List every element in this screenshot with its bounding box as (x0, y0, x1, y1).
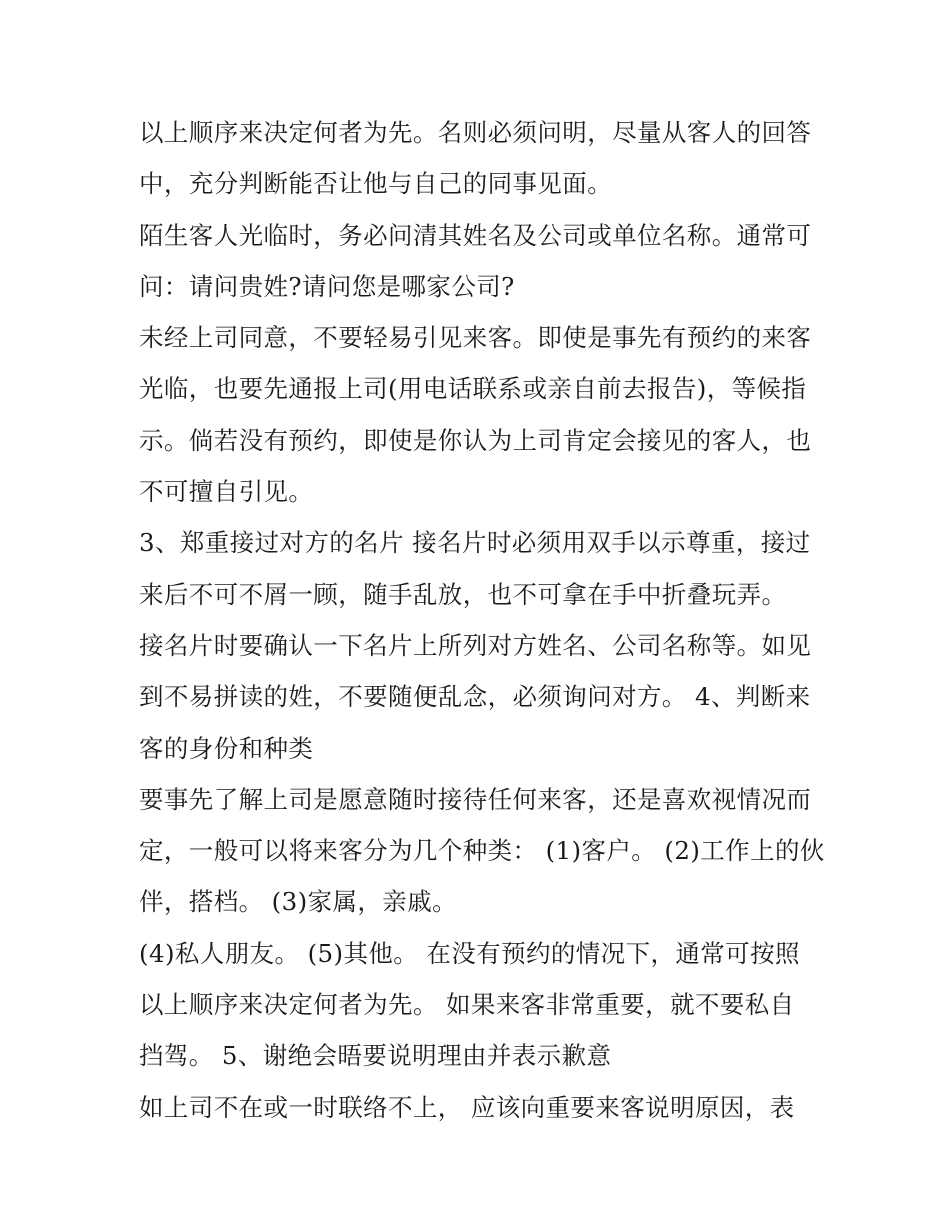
text-line: 问：请问贵姓?请问您是哪家公司? (139, 271, 515, 301)
text-line: 伴，搭档。 (3)家属，亲戚。 (139, 887, 457, 917)
text-line: 未经上司同意，不要轻易引见来客。即使是事先有预约的来客 (139, 323, 812, 353)
text-line: (4)私人朋友。 (5)其他。 在没有预约的情况下，通常可按照 (139, 938, 800, 968)
text-line: 接名片时要确认一下名片上所列对方姓名、公司名称等。如见 (139, 630, 812, 660)
document-body (139, 107, 825, 1133)
text-line: 要事先了解上司是愿意随时接待任何来客，还是喜欢视情况而 (139, 784, 812, 814)
text-line: 以上顺序来决定何者为先。 如果来客非常重要，就不要私自 (139, 990, 795, 1020)
text-line: 陌生客人光临时，务必问清其姓名及公司或单位名称。通常可 (139, 220, 812, 250)
text-line: 中，充分判断能否让他与自己的同事见面。 (139, 169, 613, 199)
text-line: 光临，也要先通报上司(用电话联系或亲自前去报告)，等候指 (139, 374, 807, 404)
text-line: 客的身份和种类 (139, 733, 314, 763)
text-line: 3、郑重接过对方的名片 接名片时必须用双手以示尊重，接过 (139, 528, 811, 558)
text-line: 如上司不在或一时联络不上， 应该向重要来客说明原因，表 (139, 1092, 795, 1122)
text-line: 定，一般可以将来客分为几个种类： (1)客户。 (2)工作上的伙 (139, 836, 825, 866)
text-line: 挡驾。 5、谢绝会晤要说明理由并表示歉意 (139, 1041, 612, 1071)
text-line: 示。倘若没有预约，即使是你认为上司肯定会接见的客人，也 (139, 425, 812, 455)
text-line: 到不易拼读的姓，不要随便乱念，必须询问对方。 4、判断来 (139, 682, 811, 712)
text-line: 以上顺序来决定何者为先。名则必须问明，尽量从客人的回答 (139, 118, 812, 147)
text-line: 不可擅自引见。 (139, 477, 314, 507)
text-line: 来后不可不屑一顾，随手乱放，也不可拿在手中折叠玩弄。 (139, 579, 787, 609)
